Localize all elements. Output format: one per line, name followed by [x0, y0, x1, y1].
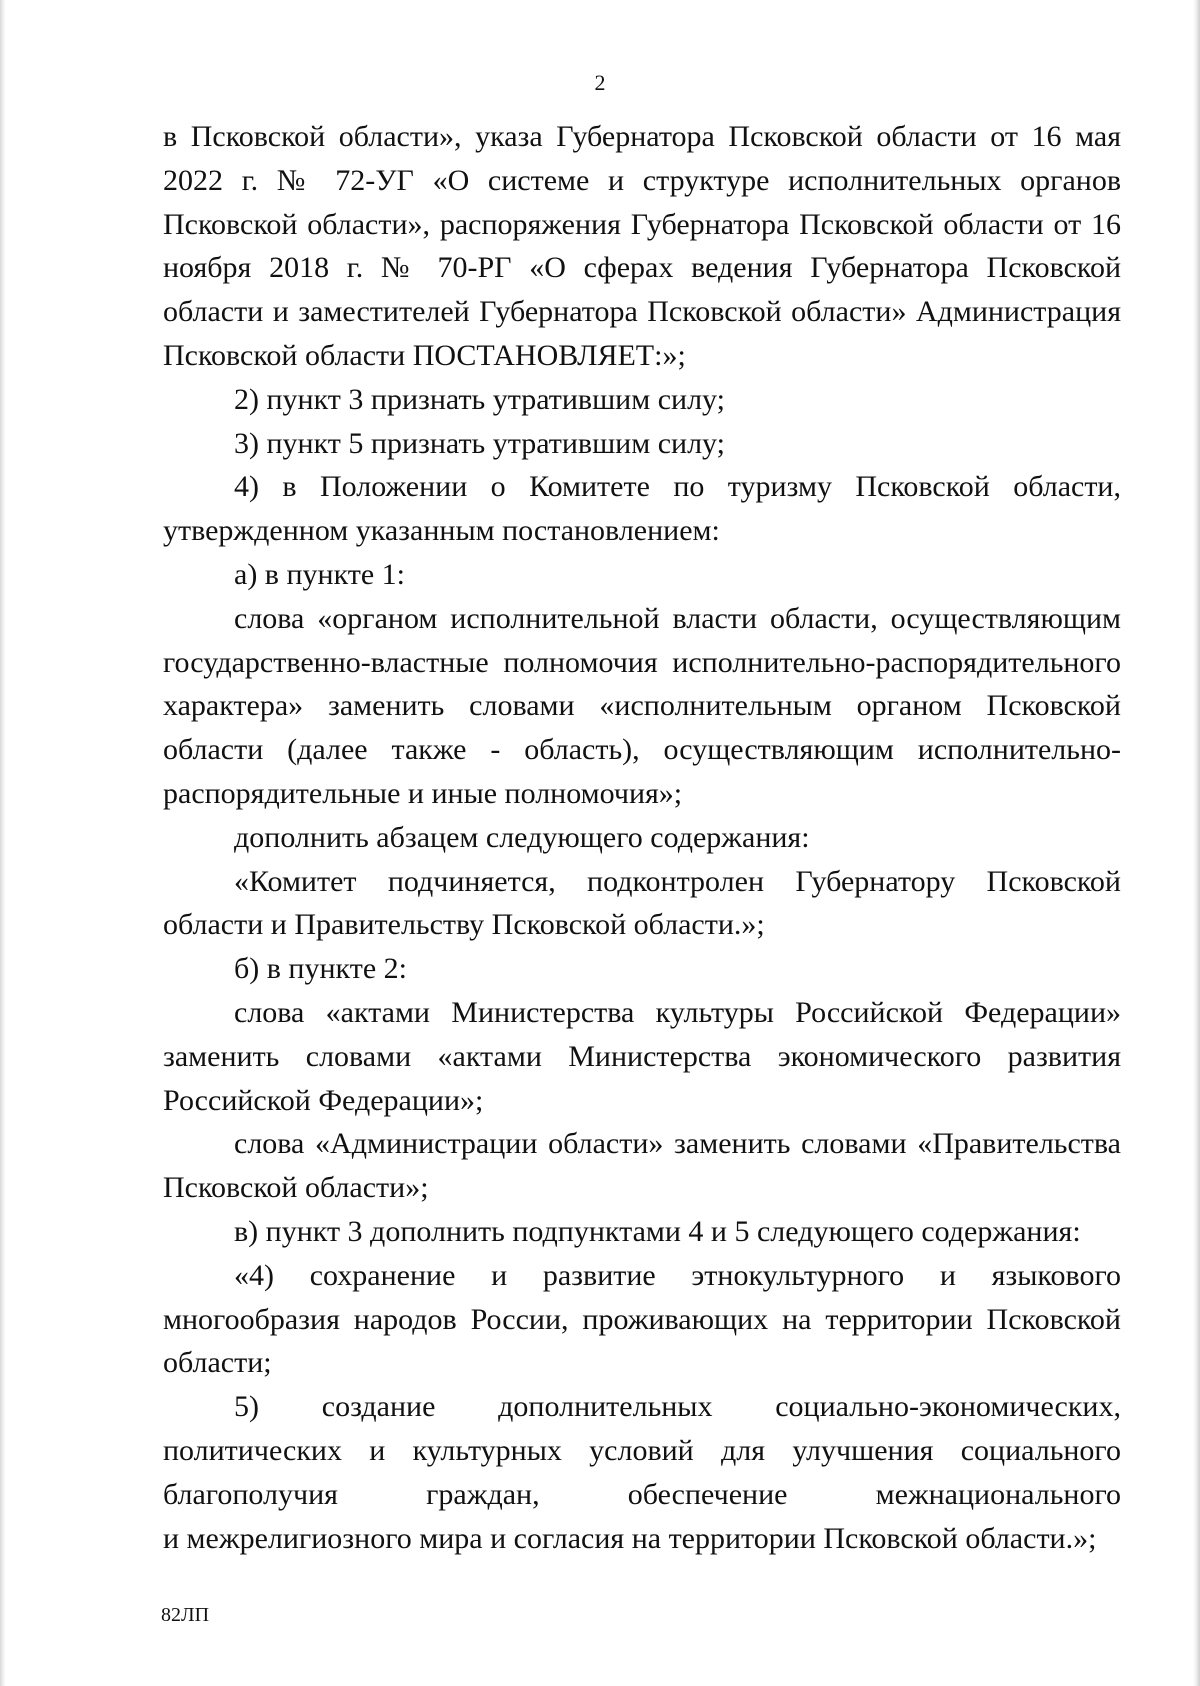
page-number: 2: [594, 70, 606, 95]
paragraph-item-4: 4) в Положении о Комитете по туризму Псковской области, утвержденном указанным постановлением:: [163, 470, 1121, 548]
paragraph-words-replace-1: слова «органом исполнительной власти области, осуществляющим государственно-властные полномочия исполнительно-распорядительного характера» заменить словами «исполнительным органом Псковской области (далее также - область), осуществляющим исполнительно-распорядительные и иные полномочия»;: [163, 601, 1121, 810]
paragraph-subitem-b: б) в пункте 2:: [234, 952, 407, 986]
paragraph-item-2: 2) пункт 3 признать утратившим силу;: [234, 382, 726, 416]
scan-edge-left: [0, 0, 6, 1686]
paragraph-subpoint-4: «4) сохранение и развитие этнокультурного и языкового многообразия народов России, проживающих на территории Псковской области;: [163, 1258, 1121, 1380]
scan-edge-right: [1193, 0, 1200, 1686]
footer-document-code: 82ЛП: [161, 1604, 210, 1626]
paragraph-continuation: в Псковской области», указа Губернатора Псковской области от 16 мая 2022 г. № 72-УГ «О системе и структуре исполнительных органов Псковской области», распоряжения Губернатора Псковской области от 16 ноября 2018 г. № 70-РГ «О сферах ведения Губернатора Псковской области и заместителей Губернатора Псковской области» Администрация Псковской области ПОСТАНОВЛЯЕТ:»;: [163, 120, 1121, 372]
paragraph-subitem-a: а) в пункте 1:: [234, 557, 406, 591]
paragraph-add-abzac: дополнить абзацем следующего содержания:: [234, 820, 810, 854]
paragraph-item-3: 3) пункт 5 признать утратившим силу;: [234, 426, 726, 460]
document-body: [163, 115, 1121, 1560]
paragraph-committee-subordination: «Комитет подчиняется, подконтролен Губернатору Псковской области и Правительству Псковской области.»;: [163, 864, 1121, 942]
paragraph-subitem-v: в) пункт 3 дополнить подпунктами 4 и 5 следующего содержания:: [234, 1214, 1081, 1248]
paragraph-words-replace-2: слова «актами Министерства культуры Российской Федерации» заменить словами «актами Министерства экономического развития Российской Федерации»;: [163, 995, 1121, 1117]
paragraph-words-replace-3: слова «Администрации области» заменить словами «Правительства Псковской области»;: [163, 1127, 1121, 1205]
paragraph-subpoint-5: 5) создание дополнительных социально-экономических, политических и культурных условий для улучшения социального благополучия граждан, обеспечение межнационального: [163, 1390, 1121, 1511]
paragraph-subpoint-5-end: и межрелигиозного мира и согласия на территории Псковской области.»;: [163, 1521, 1097, 1555]
